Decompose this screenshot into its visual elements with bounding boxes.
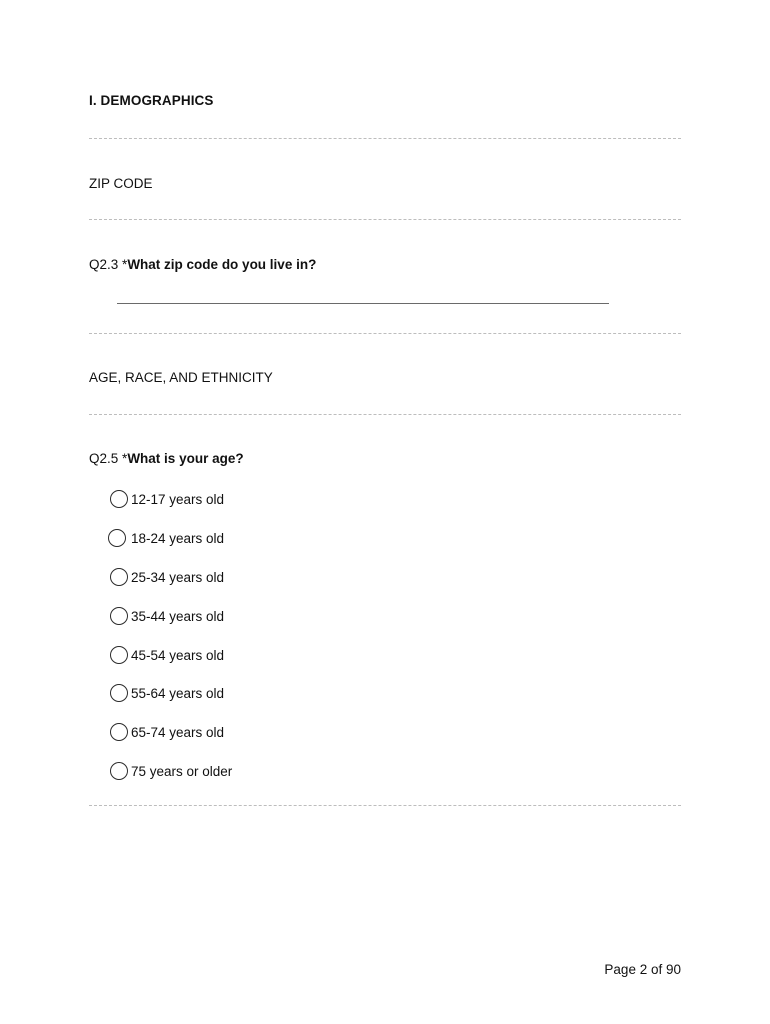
zip-answer-line[interactable] — [117, 303, 609, 304]
age-option-55-64[interactable] — [110, 681, 224, 705]
page-number: Page 2 of 90 — [604, 962, 681, 977]
age-option-45-54[interactable] — [110, 643, 224, 667]
option-label: 25-34 years old — [131, 569, 225, 585]
zip-subhead: ZIP CODE — [89, 176, 153, 191]
radio-circle-icon[interactable] — [110, 490, 128, 508]
option-label: 35-44 years old — [131, 608, 225, 624]
option-label: 18-24 years old — [131, 530, 225, 546]
age-option-35-44[interactable] — [110, 604, 224, 628]
question-number: Q2.5 — [89, 451, 119, 466]
age-option-65-74[interactable] — [110, 720, 224, 744]
question-text: What is your age? — [127, 451, 244, 466]
option-label: 45-54 years old — [131, 647, 225, 663]
option-label: 12-17 years old — [131, 491, 225, 507]
radio-circle-icon[interactable] — [110, 684, 128, 702]
divider — [89, 333, 681, 334]
radio-circle-icon[interactable] — [110, 607, 128, 625]
age-question — [89, 451, 244, 466]
radio-circle-icon[interactable] — [110, 646, 128, 664]
section-title: I. DEMOGRAPHICS — [89, 93, 214, 108]
age-option-25-34[interactable] — [110, 565, 224, 589]
required-marker: * — [122, 257, 128, 272]
question-number: Q2.3 — [89, 257, 119, 272]
age-option-12-17[interactable] — [110, 487, 224, 511]
divider — [89, 138, 681, 139]
radio-circle-icon[interactable] — [110, 723, 128, 741]
radio-circle-icon[interactable] — [108, 529, 126, 547]
option-label: 55-64 years old — [131, 685, 225, 701]
divider — [89, 805, 681, 806]
zip-question — [89, 257, 316, 272]
age-race-subhead: AGE, RACE, AND ETHNICITY — [89, 370, 273, 385]
radio-circle-icon[interactable] — [110, 762, 128, 780]
option-label: 75 years or older — [131, 763, 233, 779]
divider — [89, 414, 681, 415]
question-text: What zip code do you live in? — [127, 257, 317, 272]
divider — [89, 219, 681, 220]
option-label: 65-74 years old — [131, 724, 225, 740]
required-marker: * — [122, 451, 128, 466]
radio-circle-icon[interactable] — [110, 568, 128, 586]
age-option-18-24[interactable] — [110, 526, 224, 550]
age-option-75-plus[interactable] — [110, 759, 232, 783]
